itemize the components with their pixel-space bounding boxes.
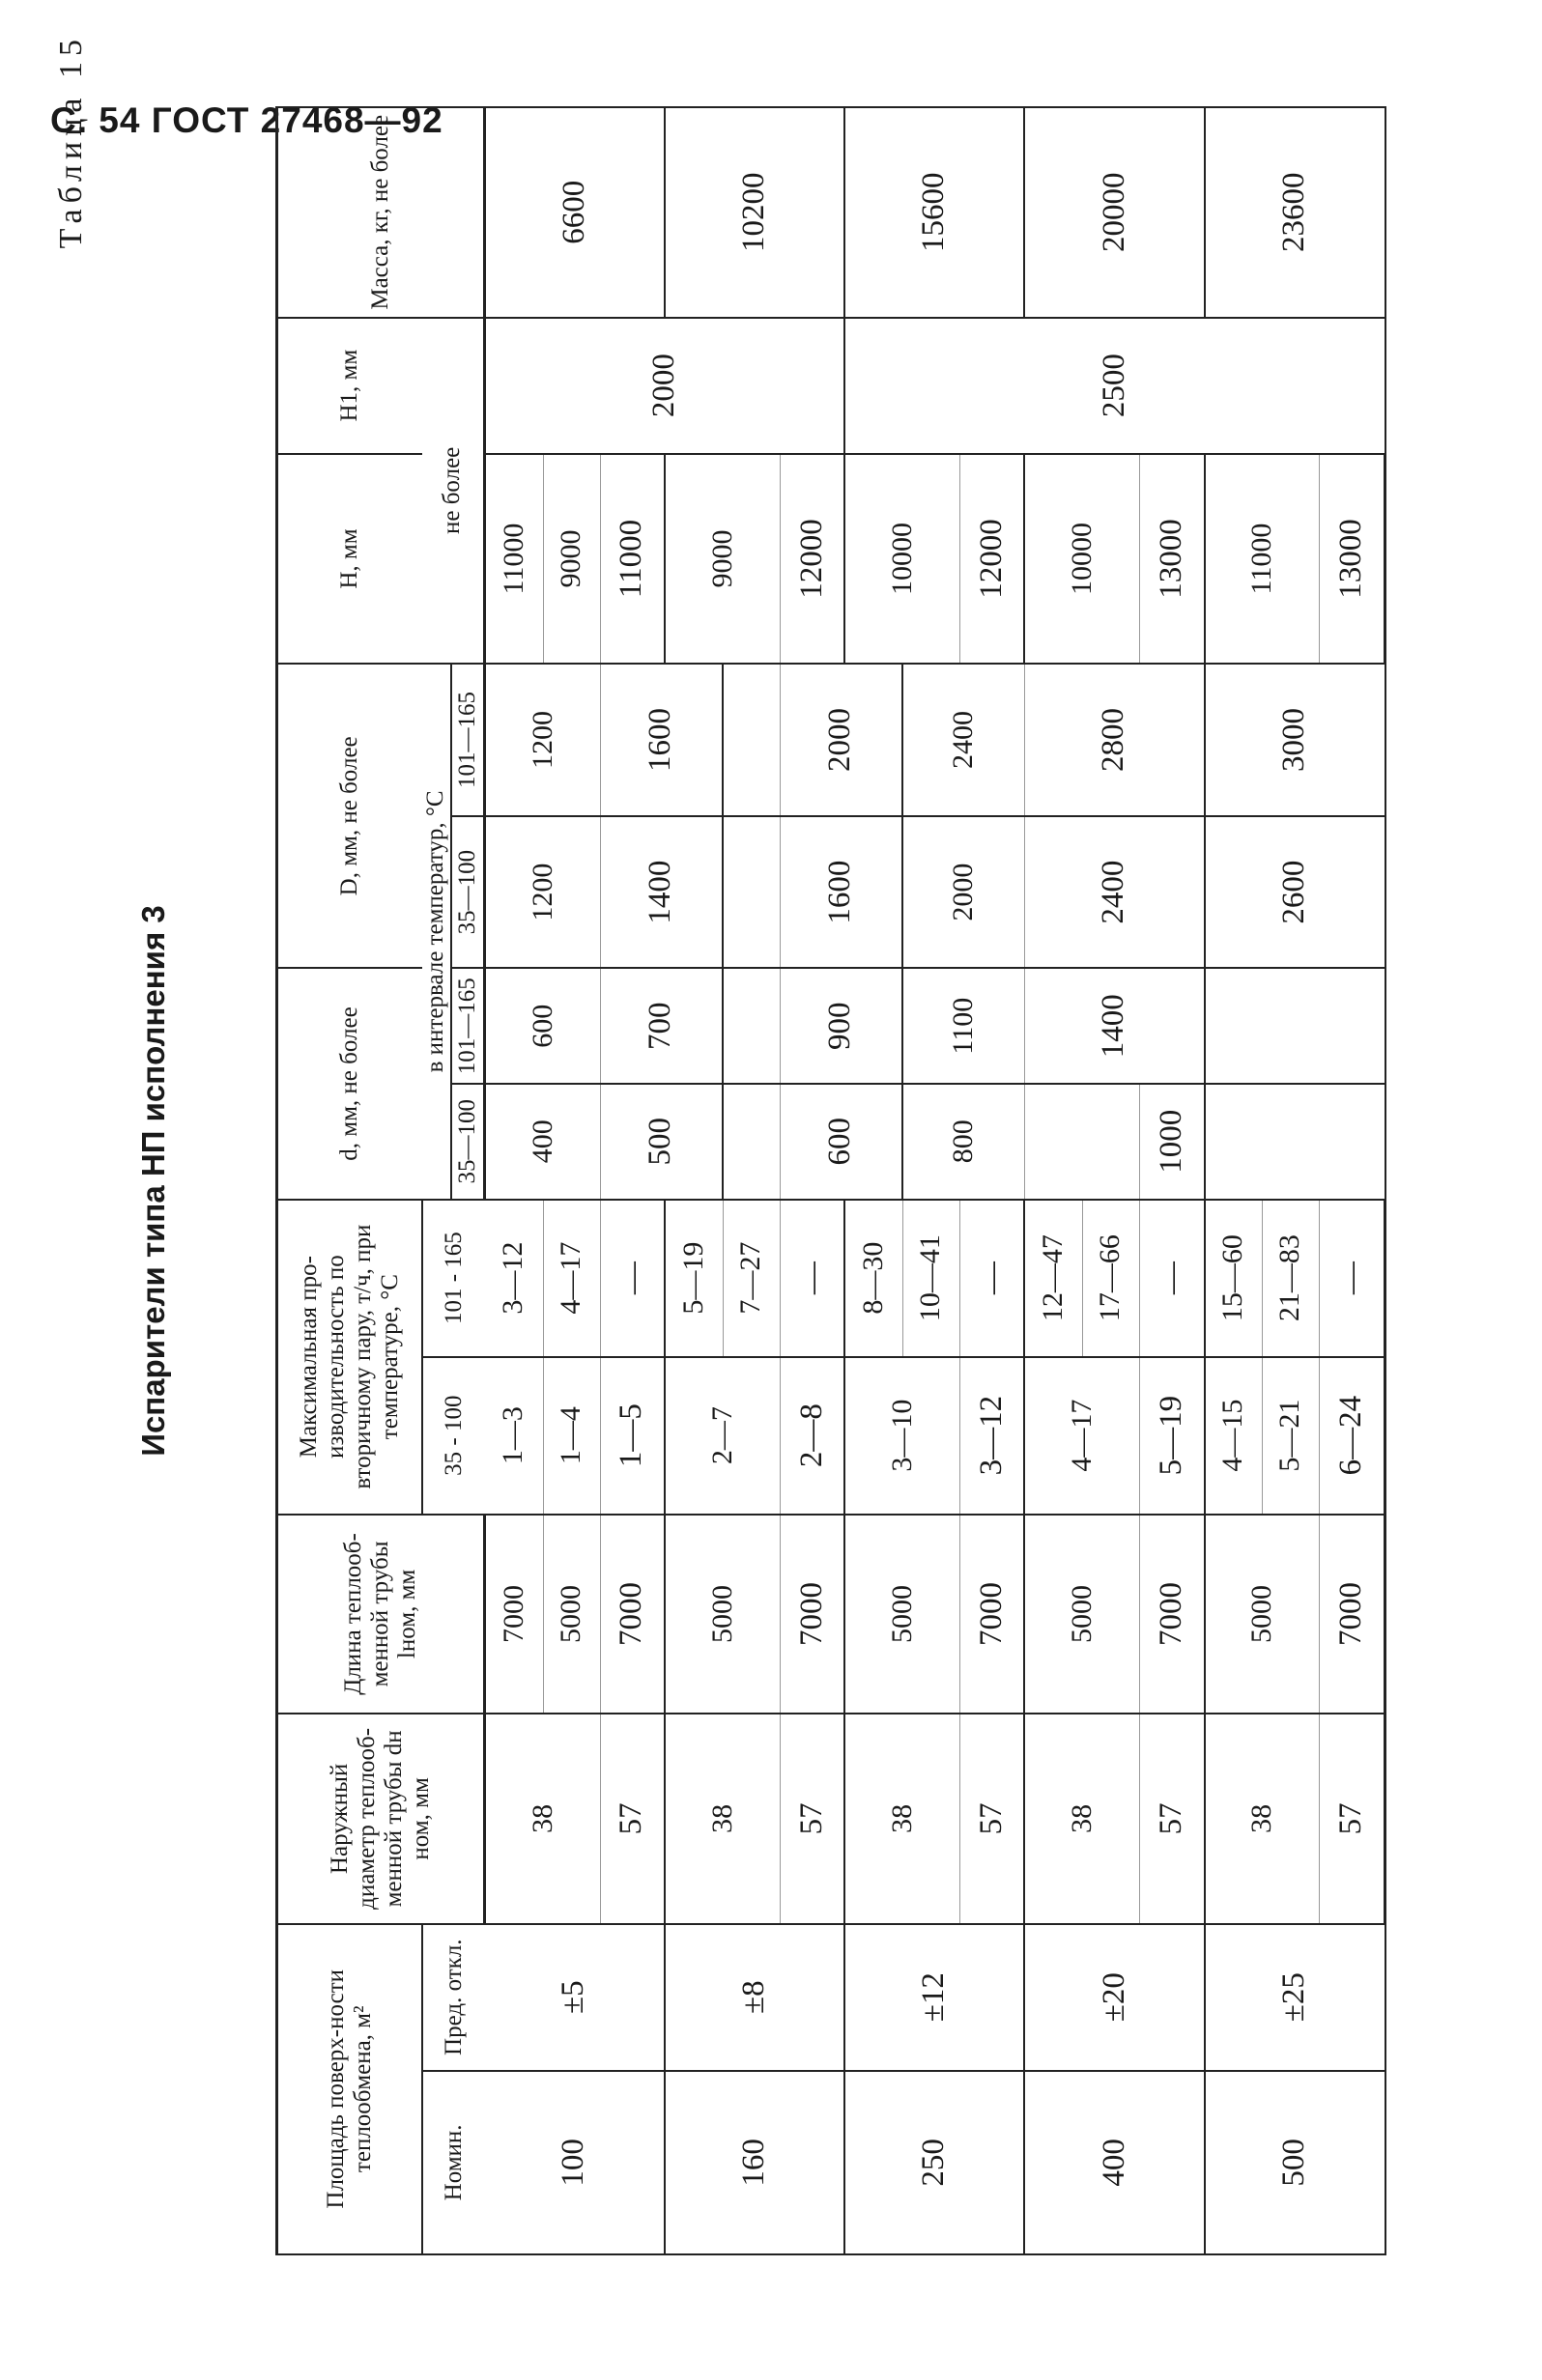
tube-length: 7000 [959, 1515, 1024, 1714]
tube-length: 5000 [665, 1515, 780, 1714]
tube-length: 7000 [780, 1515, 844, 1714]
header-area: Площадь поверх-ности теплообмена, м² [277, 1924, 422, 2254]
rotated-table-page [53, 34, 1430, 2255]
D-35-100: 1200 [485, 816, 601, 969]
header-D-35-100: 35—100 [451, 816, 485, 969]
capacity-101-165: 3—12 [485, 1200, 544, 1357]
header-outer-diameter: Наружный диаметр теплооб-менной трубы dн ном, мм [277, 1714, 485, 1923]
D-101-165: 2000 [780, 664, 902, 816]
d-35-100: 1000 [1139, 1084, 1204, 1200]
area-nom: 100 [485, 2071, 666, 2254]
H1-value: 2000 [485, 318, 845, 454]
area-dev: ±12 [844, 1924, 1024, 2071]
area-dev: ±5 [485, 1924, 666, 2071]
H-value: 11000 [485, 454, 544, 664]
header-D: D, мм, не более [277, 664, 422, 968]
d-101-165: 1100 [902, 968, 1024, 1084]
header-area-dev: Пред. откл. [422, 1924, 485, 2071]
capacity-101-165: 8—30 [844, 1200, 902, 1357]
d-101-165: 600 [485, 968, 601, 1084]
mass-value: 23600 [1205, 107, 1385, 318]
H-value: 13000 [1319, 454, 1385, 664]
table-title: Испарители типа НП исполнения 3 [135, 905, 171, 1457]
area-dev: ±20 [1024, 1924, 1204, 2071]
evaporator-table [275, 106, 1386, 2255]
D-101-165: 1200 [485, 664, 601, 816]
outer-diameter: 57 [1319, 1714, 1385, 1923]
header-H-note: не более [422, 318, 485, 665]
tube-length: 7000 [600, 1515, 665, 1714]
area-dev: ±25 [1205, 1924, 1385, 2071]
outer-diameter: 57 [600, 1714, 665, 1923]
area-nom: 250 [844, 2071, 1024, 2254]
D-35-100 [723, 816, 780, 969]
d-101-165: 1400 [1024, 968, 1204, 1084]
capacity-101-165: 7—27 [723, 1200, 780, 1357]
header-D-101-165: 101—165 [451, 664, 485, 816]
capacity-101-165: — [600, 1200, 665, 1357]
area-nom: 400 [1024, 2071, 1204, 2254]
D-101-165: 3000 [1205, 664, 1385, 816]
capacity-35-100: 4—17 [1024, 1357, 1139, 1515]
H-value: 10000 [844, 454, 959, 664]
mass-value: 20000 [1024, 107, 1204, 318]
outer-diameter: 38 [665, 1714, 780, 1923]
mass-value: 15600 [844, 107, 1024, 318]
d-35-100 [1024, 1084, 1139, 1200]
capacity-101-165: — [1319, 1200, 1385, 1357]
capacity-35-100: 2—7 [665, 1357, 780, 1515]
tube-length: 5000 [1024, 1515, 1139, 1714]
d-35-100: 500 [600, 1084, 723, 1200]
tube-length: 5000 [844, 1515, 959, 1714]
mass-value: 10200 [665, 107, 844, 318]
D-101-165: 2800 [1024, 664, 1204, 816]
d-101-165: 700 [600, 968, 723, 1084]
outer-diameter: 38 [1205, 1714, 1320, 1923]
d-35-100: 800 [902, 1084, 1024, 1200]
header-cap-35-100: 35 - 100 [422, 1357, 485, 1515]
outer-diameter: 38 [844, 1714, 959, 1923]
H-value: 12000 [959, 454, 1024, 664]
capacity-35-100: 1—5 [600, 1357, 665, 1515]
capacity-101-165: — [959, 1200, 1024, 1357]
header-mass: Масса, кг, не более [277, 107, 485, 318]
H-value: 12000 [780, 454, 844, 664]
page-header: С. 54 ГОСТ 27468—92 [50, 100, 443, 140]
H-value: 9000 [665, 454, 780, 664]
capacity-101-165: 10—41 [902, 1200, 959, 1357]
D-101-165: 1600 [600, 664, 723, 816]
header-H1: H1, мм [277, 318, 422, 454]
d-35-100: 400 [485, 1084, 601, 1200]
capacity-35-100: 1—4 [543, 1357, 600, 1515]
D-35-100: 2400 [1024, 816, 1204, 969]
D-35-100: 1400 [600, 816, 723, 969]
outer-diameter: 38 [485, 1714, 601, 1923]
header-d: d, мм, не более [277, 968, 422, 1199]
table-header [277, 107, 485, 2254]
d-101-165: 900 [780, 968, 902, 1084]
capacity-35-100: 3—10 [844, 1357, 959, 1515]
header-tube-length: Длина теплооб-менной трубы lном, мм [277, 1515, 485, 1714]
d-101-165 [723, 968, 780, 1084]
table-caption: Таблица 15 [53, 34, 89, 249]
tube-length: 5000 [543, 1515, 600, 1714]
capacity-35-100: 2—8 [780, 1357, 844, 1515]
tube-length: 5000 [1205, 1515, 1320, 1714]
d-101-165 [1205, 968, 1385, 1084]
area-dev: ±8 [665, 1924, 844, 2071]
d-35-100 [723, 1084, 780, 1200]
header-H: H, мм [277, 454, 422, 664]
H-value: 13000 [1139, 454, 1204, 664]
mass-value: 6600 [485, 107, 666, 318]
outer-diameter: 57 [780, 1714, 844, 1923]
table-body [485, 107, 1385, 2254]
capacity-35-100: 6—24 [1319, 1357, 1385, 1515]
capacity-35-100: 5—19 [1139, 1357, 1204, 1515]
H-value: 11000 [1205, 454, 1320, 664]
header-area-nom: Номин. [422, 2071, 485, 2254]
capacity-35-100: 4—15 [1205, 1357, 1263, 1515]
capacity-101-165: 21—83 [1262, 1200, 1319, 1357]
D-101-165: 2400 [902, 664, 1024, 816]
capacity-101-165: 12—47 [1024, 1200, 1082, 1357]
D-35-100: 2000 [902, 816, 1024, 969]
area-nom: 160 [665, 2071, 844, 2254]
tube-length: 7000 [1139, 1515, 1204, 1714]
outer-diameter: 57 [1139, 1714, 1204, 1923]
header-interval: в интервале температур, °С [422, 664, 451, 1199]
header-cap-101-165: 101 - 165 [422, 1200, 485, 1357]
capacity-101-165: — [1139, 1200, 1204, 1357]
area-nom: 500 [1205, 2071, 1385, 2254]
table-row [485, 107, 544, 2254]
H-value: 9000 [543, 454, 600, 664]
H1-value: 2500 [844, 318, 1385, 454]
outer-diameter: 38 [1024, 1714, 1139, 1923]
D-35-100: 2600 [1205, 816, 1385, 969]
d-35-100: 600 [780, 1084, 902, 1200]
capacity-101-165: 4—17 [543, 1200, 600, 1357]
capacity-35-100: 3—12 [959, 1357, 1024, 1515]
header-d-101-165: 101—165 [451, 968, 485, 1084]
d-35-100 [1205, 1084, 1385, 1200]
tube-length: 7000 [485, 1515, 544, 1714]
capacity-35-100: 5—21 [1262, 1357, 1319, 1515]
header-d-35-100: 35—100 [451, 1084, 485, 1200]
capacity-101-165: 5—19 [665, 1200, 723, 1357]
outer-diameter: 57 [959, 1714, 1024, 1923]
capacity-101-165: 17—66 [1082, 1200, 1139, 1357]
D-35-100: 1600 [780, 816, 902, 969]
capacity-35-100: 1—3 [485, 1357, 544, 1515]
H-value: 11000 [600, 454, 665, 664]
D-101-165 [723, 664, 780, 816]
H-value: 10000 [1024, 454, 1139, 664]
capacity-101-165: 15—60 [1205, 1200, 1263, 1357]
capacity-101-165: — [780, 1200, 844, 1357]
header-capacity: Максимальная про-изводительность по вторичному пару, т/ч, при температуре, °С [277, 1200, 422, 1515]
tube-length: 7000 [1319, 1515, 1385, 1714]
